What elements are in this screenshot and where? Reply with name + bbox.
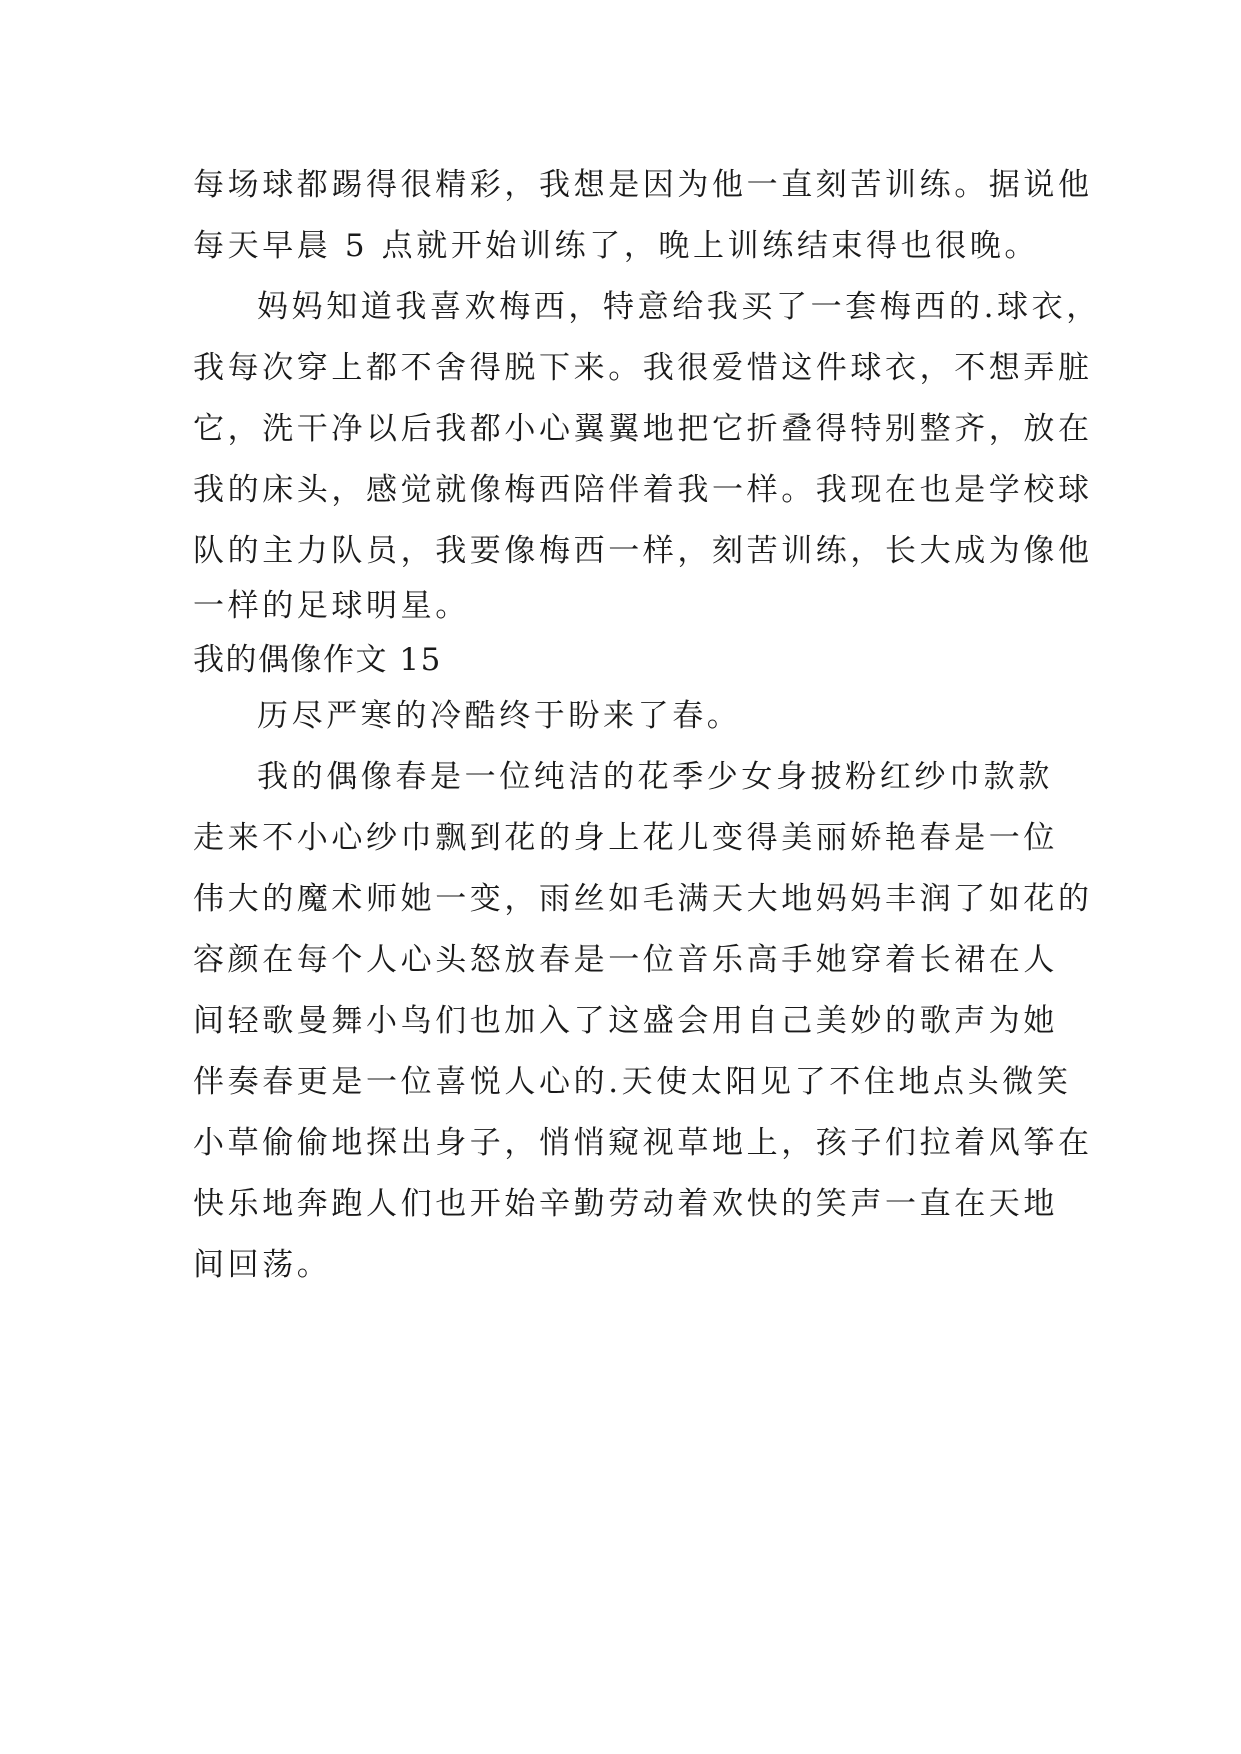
- paragraph-first-line: 我的偶像春是一位纯洁的花季少女身披粉红纱巾款款: [257, 759, 1053, 795]
- text-line: 每天早晨 5 点就开始训练了，晚上训练结束得也很晚。: [193, 228, 1040, 264]
- text-line: 一样的足球明星。: [193, 588, 470, 624]
- paragraph-first-line: 妈妈知道我喜欢梅西，特意给我买了一套梅西的.球衣，: [257, 289, 1101, 325]
- text-line: 每场球都踢得很精彩，我想是因为他一直刻苦训练。据说他: [193, 167, 1093, 203]
- text-line: 走来不小心纱巾飘到花的身上花儿变得美丽娇艳春是一位: [193, 820, 1058, 856]
- text-line: 容颜在每个人心头怒放春是一位音乐高手她穿着长裙在人: [193, 942, 1058, 978]
- text-line: 伟大的魔术师她一变，雨丝如毛满天大地妈妈丰润了如花的: [193, 881, 1093, 917]
- text-line: 间回荡。: [193, 1247, 332, 1283]
- text-line: 间轻歌曼舞小鸟们也加入了这盛会用自己美妙的歌声为她: [193, 1003, 1058, 1039]
- text-line: 伴奏春更是一位喜悦人心的.天使太阳见了不住地点头微笑: [193, 1064, 1072, 1100]
- text-line: 我的床头，感觉就像梅西陪伴着我一样。我现在也是学校球: [193, 472, 1093, 508]
- text-line: 它，洗干净以后我都小心翼翼地把它折叠得特别整齐，放在: [193, 411, 1093, 447]
- text-line: 快乐地奔跑人们也开始辛勤劳动着欢快的笑声一直在天地: [193, 1186, 1058, 1222]
- text-line: 小草偷偷地探出身子，悄悄窥视草地上，孩子们拉着风筝在: [193, 1125, 1093, 1161]
- text-line: 队的主力队员，我要像梅西一样，刻苦训练，长大成为像他: [193, 533, 1093, 569]
- text-line: 我每次穿上都不舍得脱下来。我很爱惜这件球衣，不想弄脏: [193, 350, 1093, 386]
- section-heading: 我的偶像作文 15: [193, 642, 442, 678]
- paragraph-first-line: 历尽严寒的冷酷终于盼来了春。: [257, 698, 742, 734]
